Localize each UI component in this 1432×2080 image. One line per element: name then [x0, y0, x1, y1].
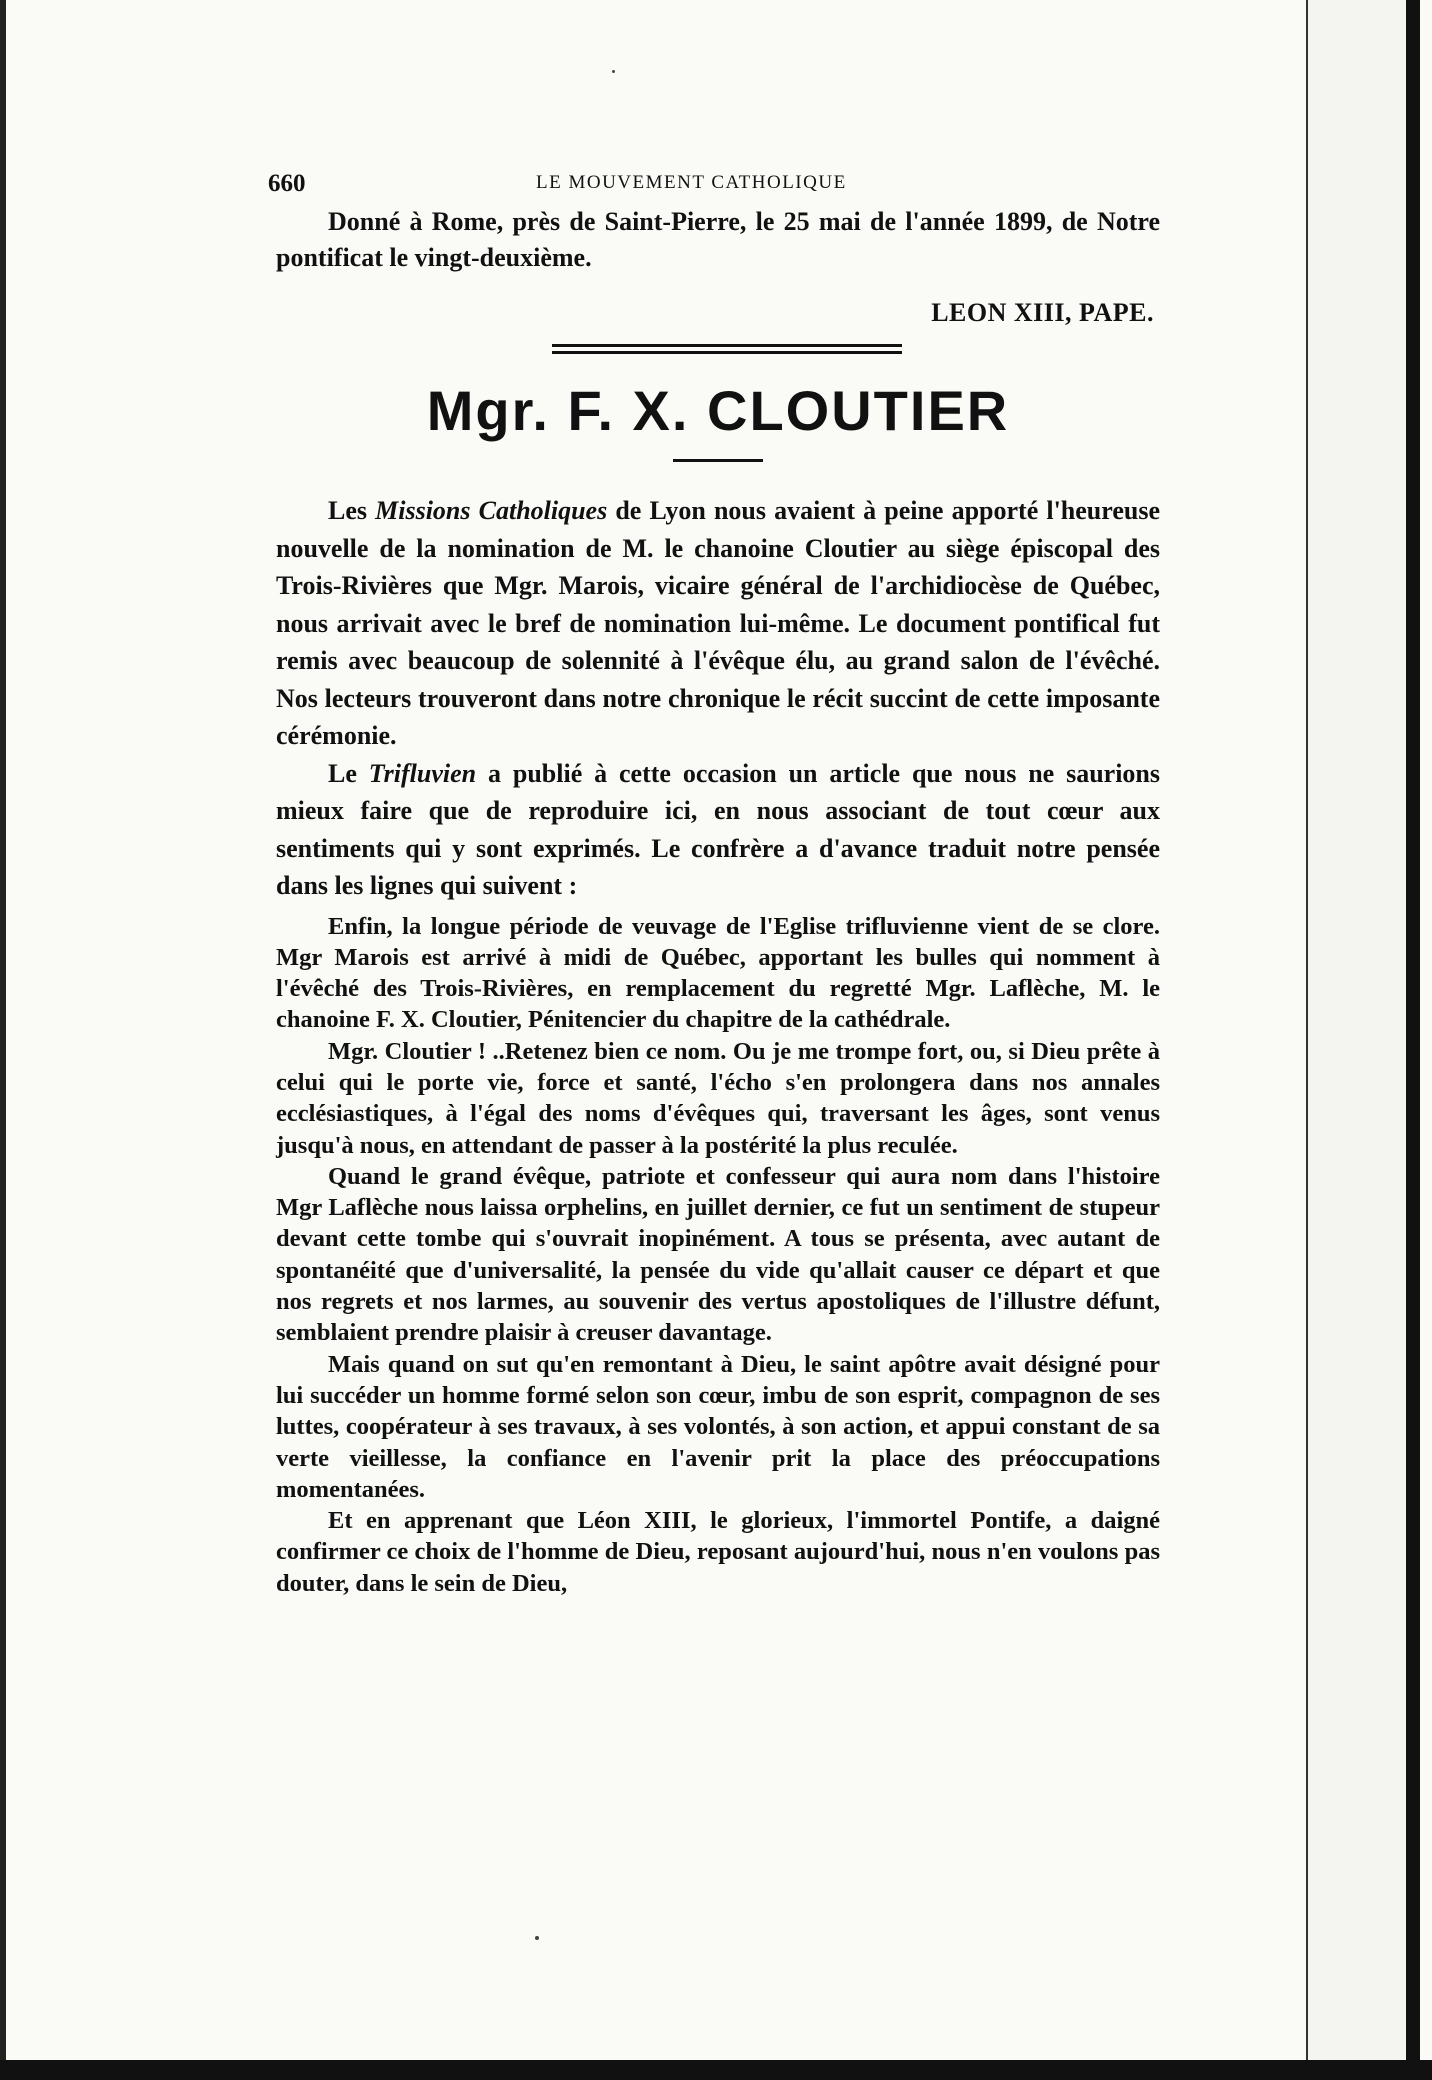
article-paragraph: Le Trifluvien a publié à cette occasion un article que nous ne saurions mieux faire que de reproduire ici, en nous associant de tout cœur aux sentiments qui y sont exprimés. Le confrère a d'avance traduit notre pensée dans les lignes qui suivent :: [276, 758, 1161, 900]
running-title: LE MOUVEMENT CATHOLIQUE: [536, 172, 847, 193]
quoted-paragraph: Mais quand on sut qu'en remontant à Dieu, le saint apôtre avait désigné pour lui succéder un homme formé selon son cœur, imbu de son esprit, compagnon de ses luttes, coopérateur à ses travaux, à ses volontés, à son action, et appui constant de sa verte vieillesse, la confiance en l'avenir prit la place des préoccupations momentanées.: [276, 1350, 1160, 1503]
scan-speck: [612, 70, 615, 73]
scan-right-margin: [1306, 0, 1420, 2080]
quoted-paragraph: Quand le grand évêque, patriote et confesseur qui aura nom dans l'histoire Mgr Laflèche nous laissa orphelins, en juillet dernier, ce fut un sentiment de stupeur devant cette tombe qui s'ouvrait inopinément. A tous se présenta, avec autant de spontanéité que d'universalité, la pensée du vide qu'allait causer ce départ et que nos regrets et nos larmes, au souvenir des vertus apostoliques de l'illustre défunt, semblaient prendre plaisir à creuser davantage.: [276, 1162, 1160, 1347]
quoted-article: [276, 911, 1160, 1600]
page-number: 660: [268, 170, 306, 197]
article-title: Mgr. F. X. CLOUTIER: [426, 379, 1010, 442]
italic-publication-name: Trifluvien: [368, 758, 477, 788]
double-rule-divider: [552, 344, 902, 354]
closing-date-paragraph: Donné à Rome, près de Saint-Pierre, le 25 mai de l'année 1899, de Notre pontificat le vingt-deuxième.: [276, 207, 1160, 272]
italic-publication-name: Missions Catholiques: [375, 496, 608, 525]
papal-signature: LEON XIII, PAPE.: [931, 298, 1154, 327]
page-body: [268, 160, 1161, 1599]
scan-bottom-edge: [0, 2060, 1432, 2080]
quoted-paragraph: Et en apprenant que Léon XIII, le glorieux, l'immortel Pontife, a daigné confirmer ce choix de l'homme de Dieu, reposant aujourd'hui, nous n'en voulons pas douter, dans le sein de Dieu,: [276, 1507, 1160, 1597]
quoted-paragraph: Enfin, la longue période de veuvage de l'Eglise trifluvienne vient de se clore. Mgr Marois est arrivé à midi de Québec, apportant les bulles qui nomment à l'évêché des Trois-Rivières, en remplacement du regretté Mgr. Laflèche, M. le chanoine F. X. Cloutier, Pénitencier du chapitre de la cathédrale.: [276, 912, 1160, 1034]
title-rule: [673, 459, 763, 462]
running-header: [268, 160, 1160, 204]
article-paragraph: Les Missions Catholiques de Lyon nous avaient à peine apporté l'heureuse nouvelle de la nomination de M. le chanoine Cloutier au siège épiscopal des Trois-Rivières que Mgr. Marois, vicaire général de l'archidiocèse de Québec, nous arrivait avec le bref de nomination lui-même. Le document pontifical fut remis avec beaucoup de solennité à l'évêque élu, au grand salon de l'évêché. Nos lecteurs trouveront dans notre chronique le récit succint de cette imposante cérémonie.: [276, 496, 1160, 750]
scan-left-edge: [0, 0, 6, 2080]
quoted-paragraph: Mgr. Cloutier ! ..Retenez bien ce nom. Ou je me trompe fort, ou, si Dieu prête à celui qui le porte vie, force et santé, l'écho s'en prolongera dans nos annales ecclésiastiques, à l'égal des noms d'évêques qui, traversant les âges, sont venus jusqu'à nous, en attendant de passer à la postérité la plus reculée.: [276, 1037, 1160, 1159]
scan-speck: [535, 1936, 539, 1940]
